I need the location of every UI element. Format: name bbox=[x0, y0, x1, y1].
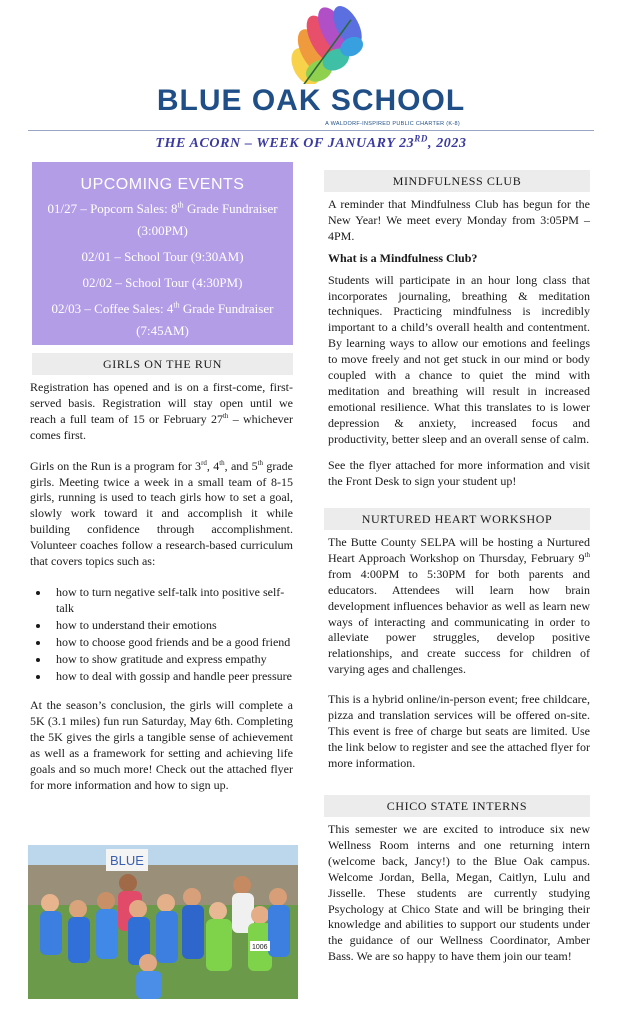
list-item: • how to understand their emotions bbox=[50, 618, 293, 634]
event-item: 02/01 – School Tour (9:30AM) bbox=[81, 249, 244, 264]
event-item: 01/27 – Popcorn Sales: 8th Grade Fundraiser (3:00PM) bbox=[47, 200, 278, 238]
rainbow-leaf-logo bbox=[268, 6, 378, 84]
girls-on-the-run-body bbox=[30, 380, 293, 794]
mindfulness-signup: See the flyer attached for more information and visit the Front Desk to sign your student up! bbox=[328, 457, 590, 488]
list-item: • how to choose good friends and be a good friend bbox=[50, 635, 293, 651]
mindfulness-description: Students will participate in an hour long class that incorporates journaling, breathing & meditation techniques. Practicing mindfulness is incredibly important to a child’s overall health and contentment. By learning ways to allow our emotions and feelings to move freely and not get stuck in our mind or body coupled with a chance to quiet the mind with meditation and breathing will result in increased emotional resilience. What this translates to is lower depression & anxiety, increased focus and productivity, better sleep and an overall sense of calm. bbox=[328, 272, 590, 446]
school-name: BLUE OAK SCHOOL bbox=[156, 84, 466, 117]
chico-state-interns-heading: CHICO STATE INTERNS bbox=[324, 795, 590, 817]
nurtured-heart-body bbox=[328, 535, 590, 772]
workshop-details: This is a hybrid online/in-person event; free childcare, pizza and translation services will be offered on-site. This event is free of charge but seats are limited. Use the link below to register and see the attached flyer for more information. bbox=[328, 692, 590, 770]
season-conclusion-paragraph: At the season’s conclusion, the girls will complete a 5K (3.1 miles) fun run Saturday, May 6th. Completing the 5K gives the girls a tangible sense of achievement as well as a framework for setting and achieving life goals and so much more! Check out the attached flyer for more information and how to sign up. bbox=[30, 698, 293, 792]
mindfulness-club-body bbox=[328, 197, 590, 489]
header-divider bbox=[28, 130, 594, 131]
workshop-description: The Butte County SELPA will be hosting a Nurtured Heart Approach Workshop on Thursday, February 9th from 4:00PM to 5:30PM for both parents and educators. Attendees will learn how brain development influences behavior as well as learn new ways of interacting and communicating in order to alleviate power struggles, develop positive relationships, and create success for children of varying ages and challenges. bbox=[328, 535, 590, 677]
event-item: 02/02 – School Tour (4:30PM) bbox=[82, 275, 243, 290]
interns-paragraph: This semester we are excited to introduce six new Wellness Room interns and one returning intern (welcome back, Jancy!) to the Blue Oak campus. Welcome Jordan, Bella, Megan, Caitlyn, Lulu and Jisselle. These students are currently studying Psychology at Chico State and will be bringing their knowledge and abilities to support our students under the guidance of our Wellness Coordinator, Amber Bass. We are so happy to have them join our team! bbox=[328, 822, 590, 964]
chico-state-interns-body bbox=[328, 822, 590, 965]
svg-text:BLUE: BLUE bbox=[110, 853, 144, 868]
event-item: 02/03 – Coffee Sales: 4th Grade Fundraiser (7:45AM) bbox=[51, 300, 274, 338]
upcoming-events-box bbox=[32, 162, 293, 345]
svg-text:1006: 1006 bbox=[252, 944, 268, 951]
mindfulness-club-heading: MINDFULNESS CLUB bbox=[324, 170, 590, 192]
list-item: • how to show gratitude and express empathy bbox=[50, 652, 293, 668]
issue-title: THE ACORN – WEEK OF JANUARY 23RD, 2023 bbox=[155, 133, 467, 151]
team-photo bbox=[28, 845, 298, 999]
program-paragraph: Girls on the Run is a program for 3rd, 4th, and 5th grade girls. Meeting twice a week in a small team of 8-15 girls, running is used to teach girls how to set a goal, slowly work toward it and accomplish it while building confidence through accomplishment. Volunteer coaches follow a research-based curriculum that covers topics such as: bbox=[30, 458, 294, 569]
topics-list bbox=[30, 585, 293, 684]
list-item: • how to turn negative self-talk into positive self-talk bbox=[50, 585, 293, 617]
mindfulness-subheading: What is a Mindfulness Club? bbox=[328, 250, 478, 265]
girls-on-the-run-heading: GIRLS ON THE RUN bbox=[32, 353, 293, 375]
nurtured-heart-heading: NURTURED HEART WORKSHOP bbox=[324, 508, 590, 530]
upcoming-events-title: UPCOMING EVENTS bbox=[80, 176, 245, 193]
list-item: • how to deal with gossip and handle peer pressure bbox=[50, 669, 293, 685]
school-tagline: A WALDORF-INSPIRED PUBLIC CHARTER (K-8) bbox=[325, 121, 460, 127]
mindfulness-reminder: A reminder that Mindfulness Club has begun for the New Year! We meet every Monday from 3:05PM – 4PM. bbox=[328, 197, 590, 243]
registration-paragraph: Registration has opened and is on a first-come, first-served basis. Registration will stay open until we reach a full team of 15 or February 27th – whichever comes first. bbox=[30, 380, 293, 442]
